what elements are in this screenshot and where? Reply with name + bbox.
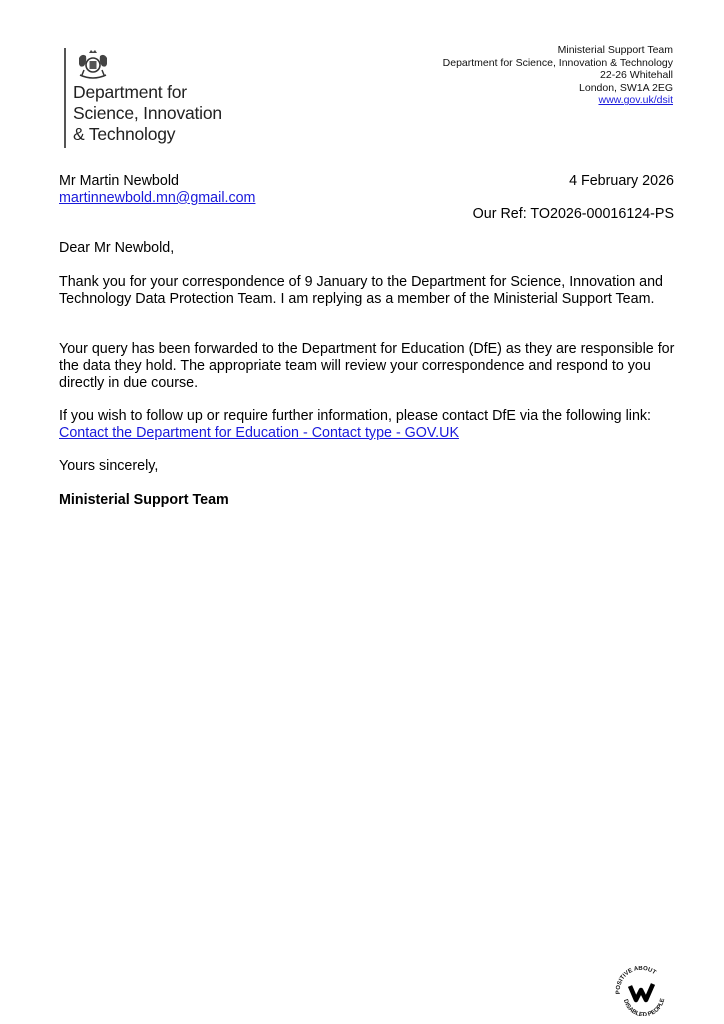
disability-confident-badge-icon [612, 966, 670, 1016]
logo-divider-bar [64, 48, 66, 148]
logo-line-2: Science, Innovation [73, 103, 222, 123]
badge-top-text: POSITIVE ABOUT [615, 966, 657, 995]
recipient-block [59, 173, 255, 207]
address-team: Ministerial Support Team [557, 44, 673, 56]
reference-number: Our Ref: TO2026-00016124-PS [472, 206, 674, 222]
recipient-email-link[interactable]: martinnewbold.mn@gmail.com [59, 189, 256, 206]
royal-crest-icon [75, 48, 111, 80]
logo-line-3: & Technology [73, 124, 176, 144]
website-link[interactable]: www.gov.uk/dsit [598, 94, 673, 107]
signature: Ministerial Support Team [59, 492, 229, 508]
paragraph-2: Your query has been forwarded to the Department for Education (DfE) as they are responsible for the data they hold. The appropriate team will review your correspondence and respond to you directly in due course. [59, 341, 675, 391]
paragraph-1: Thank you for your correspondence of 9 January to the Department for Science, Innovation and Technology Data Protection Team. I am replying as a member of the Ministerial Support Team. [59, 274, 664, 307]
letter-date: 4 February 2026 [569, 173, 674, 189]
closing: Yours sincerely, [59, 458, 159, 474]
logo-line-1: Department for [73, 82, 187, 102]
badge-bottom-text: DISABLED PEOPLE [621, 997, 667, 1016]
salutation: Dear Mr Newbold, [59, 240, 175, 256]
sender-address [443, 44, 673, 107]
recipient-name: Mr Martin Newbold [59, 173, 179, 189]
address-street: 22-26 Whitehall [600, 69, 673, 82]
paragraph-3 [59, 408, 675, 442]
paragraph-3-text: If you wish to follow up or require further information, please contact DfE via the following link: [59, 408, 652, 424]
dfe-contact-link[interactable]: Contact the Department for Education - Contact type - GOV.UK [59, 424, 459, 441]
address-department: Department for Science, Innovation & Technology [442, 56, 673, 69]
address-city-postcode: London, SW1A 2EG [579, 81, 673, 94]
